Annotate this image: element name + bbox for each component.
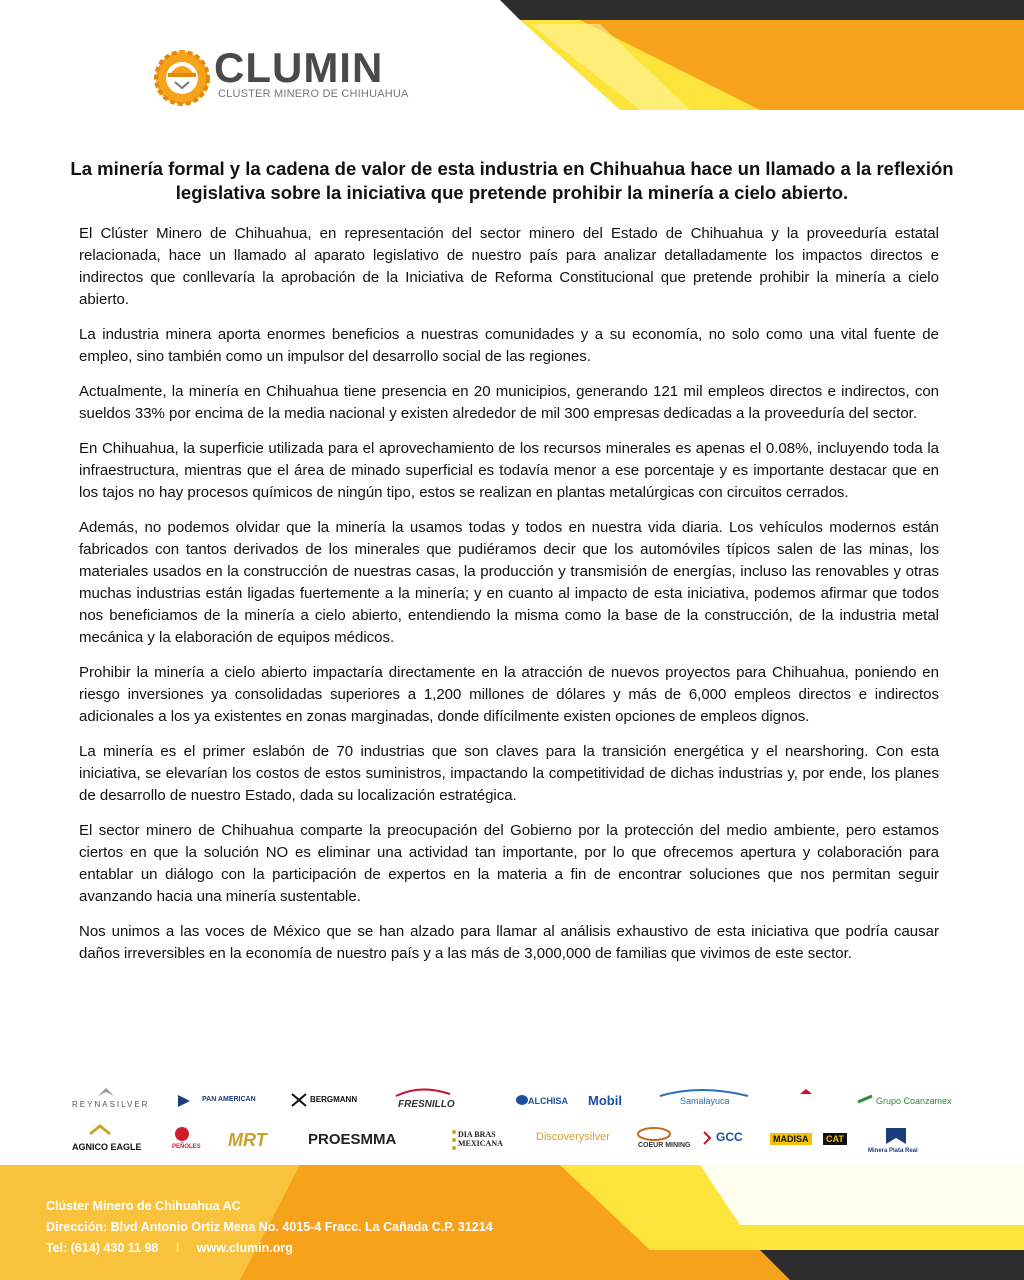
paragraph: Además, no podemos olvidar que la minería la usamos todas y todos en nuestra vida diaria. Los vehículos modernos están fabricados con tantos derivados de los minerales que pudiéramos decir que los automóviles típicos salen de las minas, los materiales usados en la construcción de nuestras casas, la producción y transmisión de energías, incluso las renovables y otras muchas industrias están ligadas fuertemente a la minería; y en cuanto al impacto de esta iniciativa, podemos afirmar que todos nos beneficiamos de la minería a cielo abierto, entendiendo la misma como la base de la construcción, de la industria metal mecánica y la elaboración de equipos médicos. (79, 519, 939, 646)
paragraph: En Chihuahua, la superficie utilizada para el aprovechamiento de los recursos minerales es apenas el 0.08%, incluyendo toda la infraestructura, mientras que el área de minado superficial es todavía menor a ese porcentaje y es importante destacar que en los tajos no hay procesos químicos de ningún tipo, estos se realizan en plantas metalúrgicas con circuitos cerrados. (79, 440, 939, 501)
paragraph: Nos unimos a las voces de México que se han alzado para llamar al análisis exhaustivo de esta iniciativa que podría causar daños irreversibles en la economía de nuestro país y a las más de 3,000,000 de familias que vivimos de este sector. (79, 923, 939, 962)
sponsor-logo: Samalayuca (680, 1096, 730, 1106)
sponsor-logo: GCC (716, 1130, 743, 1144)
sponsor-logo: FRESNILLO (398, 1099, 455, 1110)
sponsor-logo: Minera Plata Real (868, 1148, 918, 1154)
paragraph: Prohibir la minería a cielo abierto impactaría directamente en la atracción de nuevos proyectos para Chihuahua, poniendo en riesgo inversiones ya consolidadas superiores a 1,200 millones de dólares y más de 6,000 empleos directos e indirectos adicionales a los ya existentes en zonas marginadas, donde difícilmente existen opciones de empleos dignos. (79, 664, 939, 725)
sponsor-logo: Discoverysilver (536, 1131, 610, 1143)
sponsor-logos (60, 1086, 964, 1160)
sponsor-logo: MADISA (770, 1133, 812, 1145)
paragraph: Actualmente, la minería en Chihuahua tiene presencia en 20 municipios, generando 121 mil empleos directos e indirectos, con sueldos 33% por encima de la media nacional y existen alrededor de mil 300 empresas dedicadas a la proveeduría del sector. (79, 383, 939, 422)
sponsor-logo: CAT (823, 1133, 847, 1145)
footer-website[interactable]: www.clumin.org (196, 1241, 293, 1255)
sponsor-logo: Grupo Coanzamex (876, 1096, 952, 1106)
sponsor-logo: MRT (228, 1130, 267, 1150)
paragraph: La minería es el primer eslabón de 70 industrias que son claves para la transición energética y el nearshoring. Con esta iniciativa, se elevarían los costos de estos suministros, impactando la competitividad de dichas industrias y, por ende, los planes de desarrollo de nuestro Estado, dada su localización estratégica. (79, 743, 939, 804)
footer-contact (46, 1241, 293, 1255)
sponsor-logo: BERGMANN (310, 1095, 358, 1104)
page-title: La minería formal y la cadena de valor de esta industria en Chihuahua hace un llamado a la reflexión legislativa sobre la iniciativa que pretende prohibir la minería a cielo abierto. (70, 158, 954, 203)
footer-address: Dirección: Blvd Antonio Ortiz Mena No. 4015-4 Fracc. La Cañada C.P. 31214 (46, 1220, 493, 1234)
sponsor-logo: COEUR MINING (638, 1142, 691, 1149)
footer-separator: I (175, 1241, 180, 1255)
footer-org: Clúster Minero de Chihuahua AC (46, 1199, 241, 1213)
sponsor-logo: Mobil (588, 1093, 622, 1108)
sponsor-logo: DIA BRAS MEXICANA (458, 1130, 503, 1148)
document-body (79, 223, 939, 978)
paragraph: El sector minero de Chihuahua comparte la preocupación del Gobierno por la protección del medio ambiente, pero estamos ciertos en que la solución NO es eliminar una actividad tan importante, por lo que ofrecemos apertura y colaboración para entablar un diálogo con la participación de expertos en la materia a fin de encontrar soluciones que nos permitan seguir avanzando hacia una minería sustentable. (79, 822, 939, 905)
sponsor-logo: AGNICO EAGLE (72, 1142, 142, 1152)
helmet-gear-icon (152, 44, 212, 106)
paragraph: El Clúster Minero de Chihuahua, en representación del sector minero del Estado de Chihuahua y la proveeduría estatal relacionada, hace un llamado al aparato legislativo de nuestro país para analizar detalladamente los impactos directos e indirectos que conllevaría la aprobación de la Iniciativa de Reforma Constitucional que pretende prohibir la minería a cielo abierto. (79, 225, 939, 308)
sponsor-marks (60, 1086, 964, 1160)
sponsor-logo: PROESMMA (308, 1131, 397, 1148)
sponsor-logo: ALCHISA (528, 1096, 568, 1106)
footer-phone: Tel: (614) 430 11 98 (46, 1241, 159, 1255)
paragraph: La industria minera aporta enormes beneficios a nuestras comunidades y a su economía, no solo como una vital fuente de empleo, sino también como un impulsor del desarrollo social de las regiones. (79, 326, 939, 365)
sponsor-logo: PEÑOLES (172, 1144, 201, 1150)
sponsor-logo: REYNASILVER (72, 1100, 150, 1109)
logo-wordmark: CLUMIN (214, 44, 384, 91)
logo-subtitle: CLUSTER MINERO DE CHIHUAHUA (218, 88, 409, 100)
sponsor-logo: PAN AMERICAN (202, 1096, 256, 1103)
